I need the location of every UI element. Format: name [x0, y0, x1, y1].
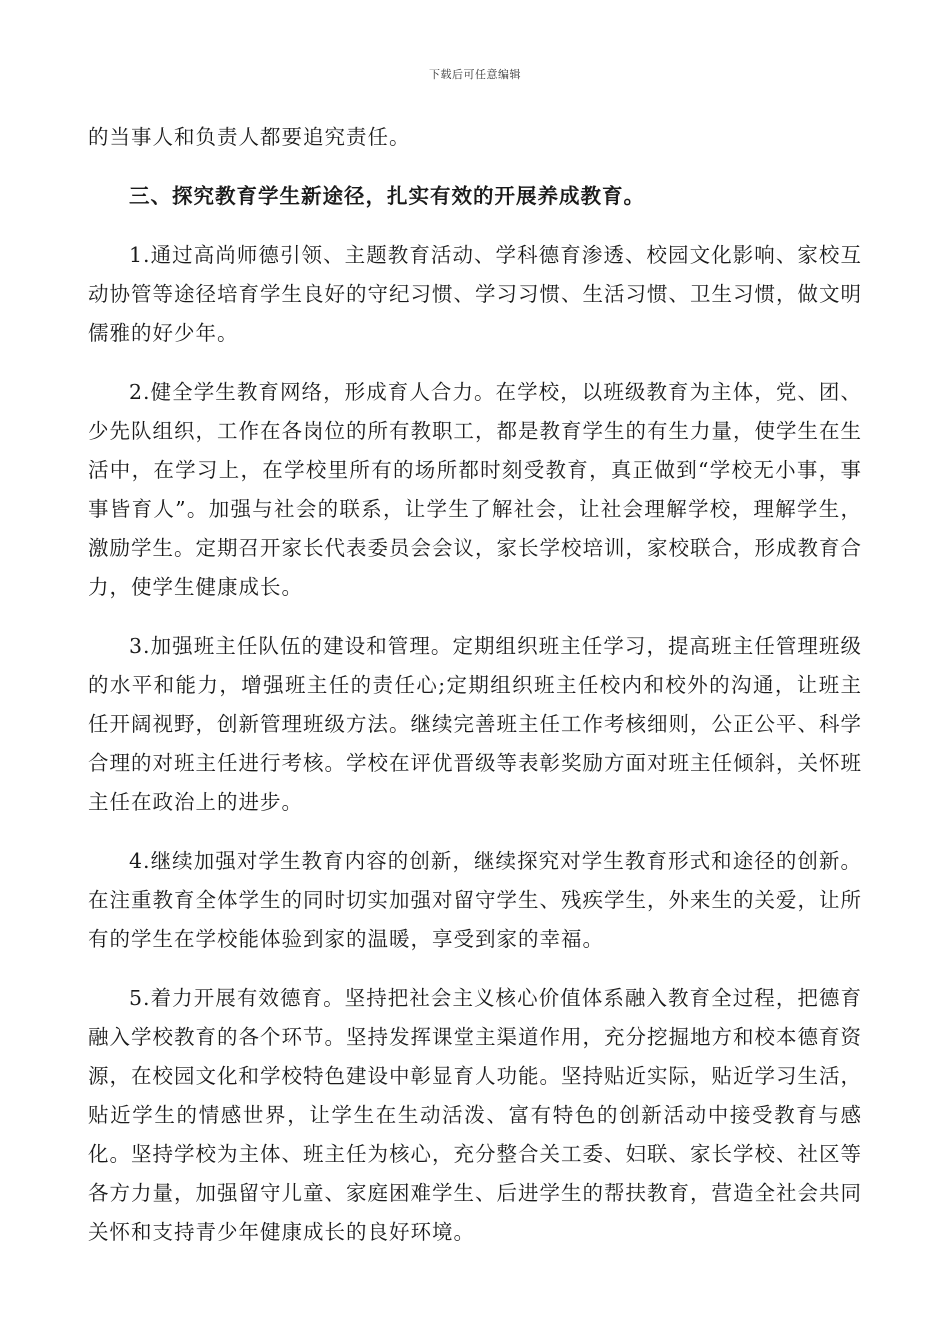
section-heading: 三、探究教育学生新途径，扎实有效的开展养成教育。 — [129, 184, 645, 208]
paragraph-5: 5.着力开展有效德育。坚持把社会主义核心价值体系融入教育全过程，把德育融入学校教育的各个环节。坚持发挥课堂主渠道作用，充分挖掘地方和校本德育资源，在校园文化和学校特色建设中彰显育人功能。坚持贴近实际，贴近学习生活，贴近学生的情感世界，让学生在生动活泼、富有特色的创新活动中接受教育与感化。坚持学校为主体、班主任为核心，充分整合关工委、妇联、家长学校、社区等各方力量，加强留守儿童、家庭困难学生、后进学生的帮扶教育，营造全社会共同关怀和支持青少年健康成长的良好环境。 — [88, 986, 862, 1244]
header-note: 下载后可任意编辑 — [429, 68, 521, 81]
paragraph-4: 4.继续加强对学生教育内容的创新，继续探究对学生教育形式和途径的创新。在注重教育全体学生的同时切实加强对留守学生、残疾学生，外来生的关爱，让所有的学生在学校能体验到家的温暖，享受到家的幸福。 — [88, 849, 862, 951]
continuation-paragraph: 的当事人和负责人都要追究责任。 — [88, 125, 411, 149]
paragraph-2: 2.健全学生教育网络，形成育人合力。在学校，以班级教育为主体，党、团、少先队组织，工作在各岗位的所有教职工，都是教育学生的有生力量，使学生在生活中，在学习上，在学校里所有的场所都时刻受教育，真正做到“学校无小事，事事皆育人”。加强与社会的联系，让学生了解社会，让社会理解学校，理解学生，激励学生。定期召开家长代表委员会会议，家长学校培训，家校联合，形成教育合力，使学生健康成长。 — [88, 380, 862, 599]
paragraph-3: 3.加强班主任队伍的建设和管理。定期组织班主任学习，提高班主任管理班级的水平和能力，增强班主任的责任心;定期组织班主任校内和校外的沟通，让班主任开阔视野，创新管理班级方法。继续完善班主任工作考核细则，公正公平、科学合理的对班主任进行考核。学校在评优晋级等表彰奖励方面对班主任倾斜，关怀班主任在政治上的进步。 — [88, 634, 862, 814]
paragraph-1: 1.通过高尚师德引领、主题教育活动、学科德育渗透、校园文化影响、家校互动协管等途径培育学生良好的守纪习惯、学习习惯、生活习惯、卫生习惯，做文明儒雅的好少年。 — [88, 243, 862, 345]
document-body — [88, 118, 862, 1252]
